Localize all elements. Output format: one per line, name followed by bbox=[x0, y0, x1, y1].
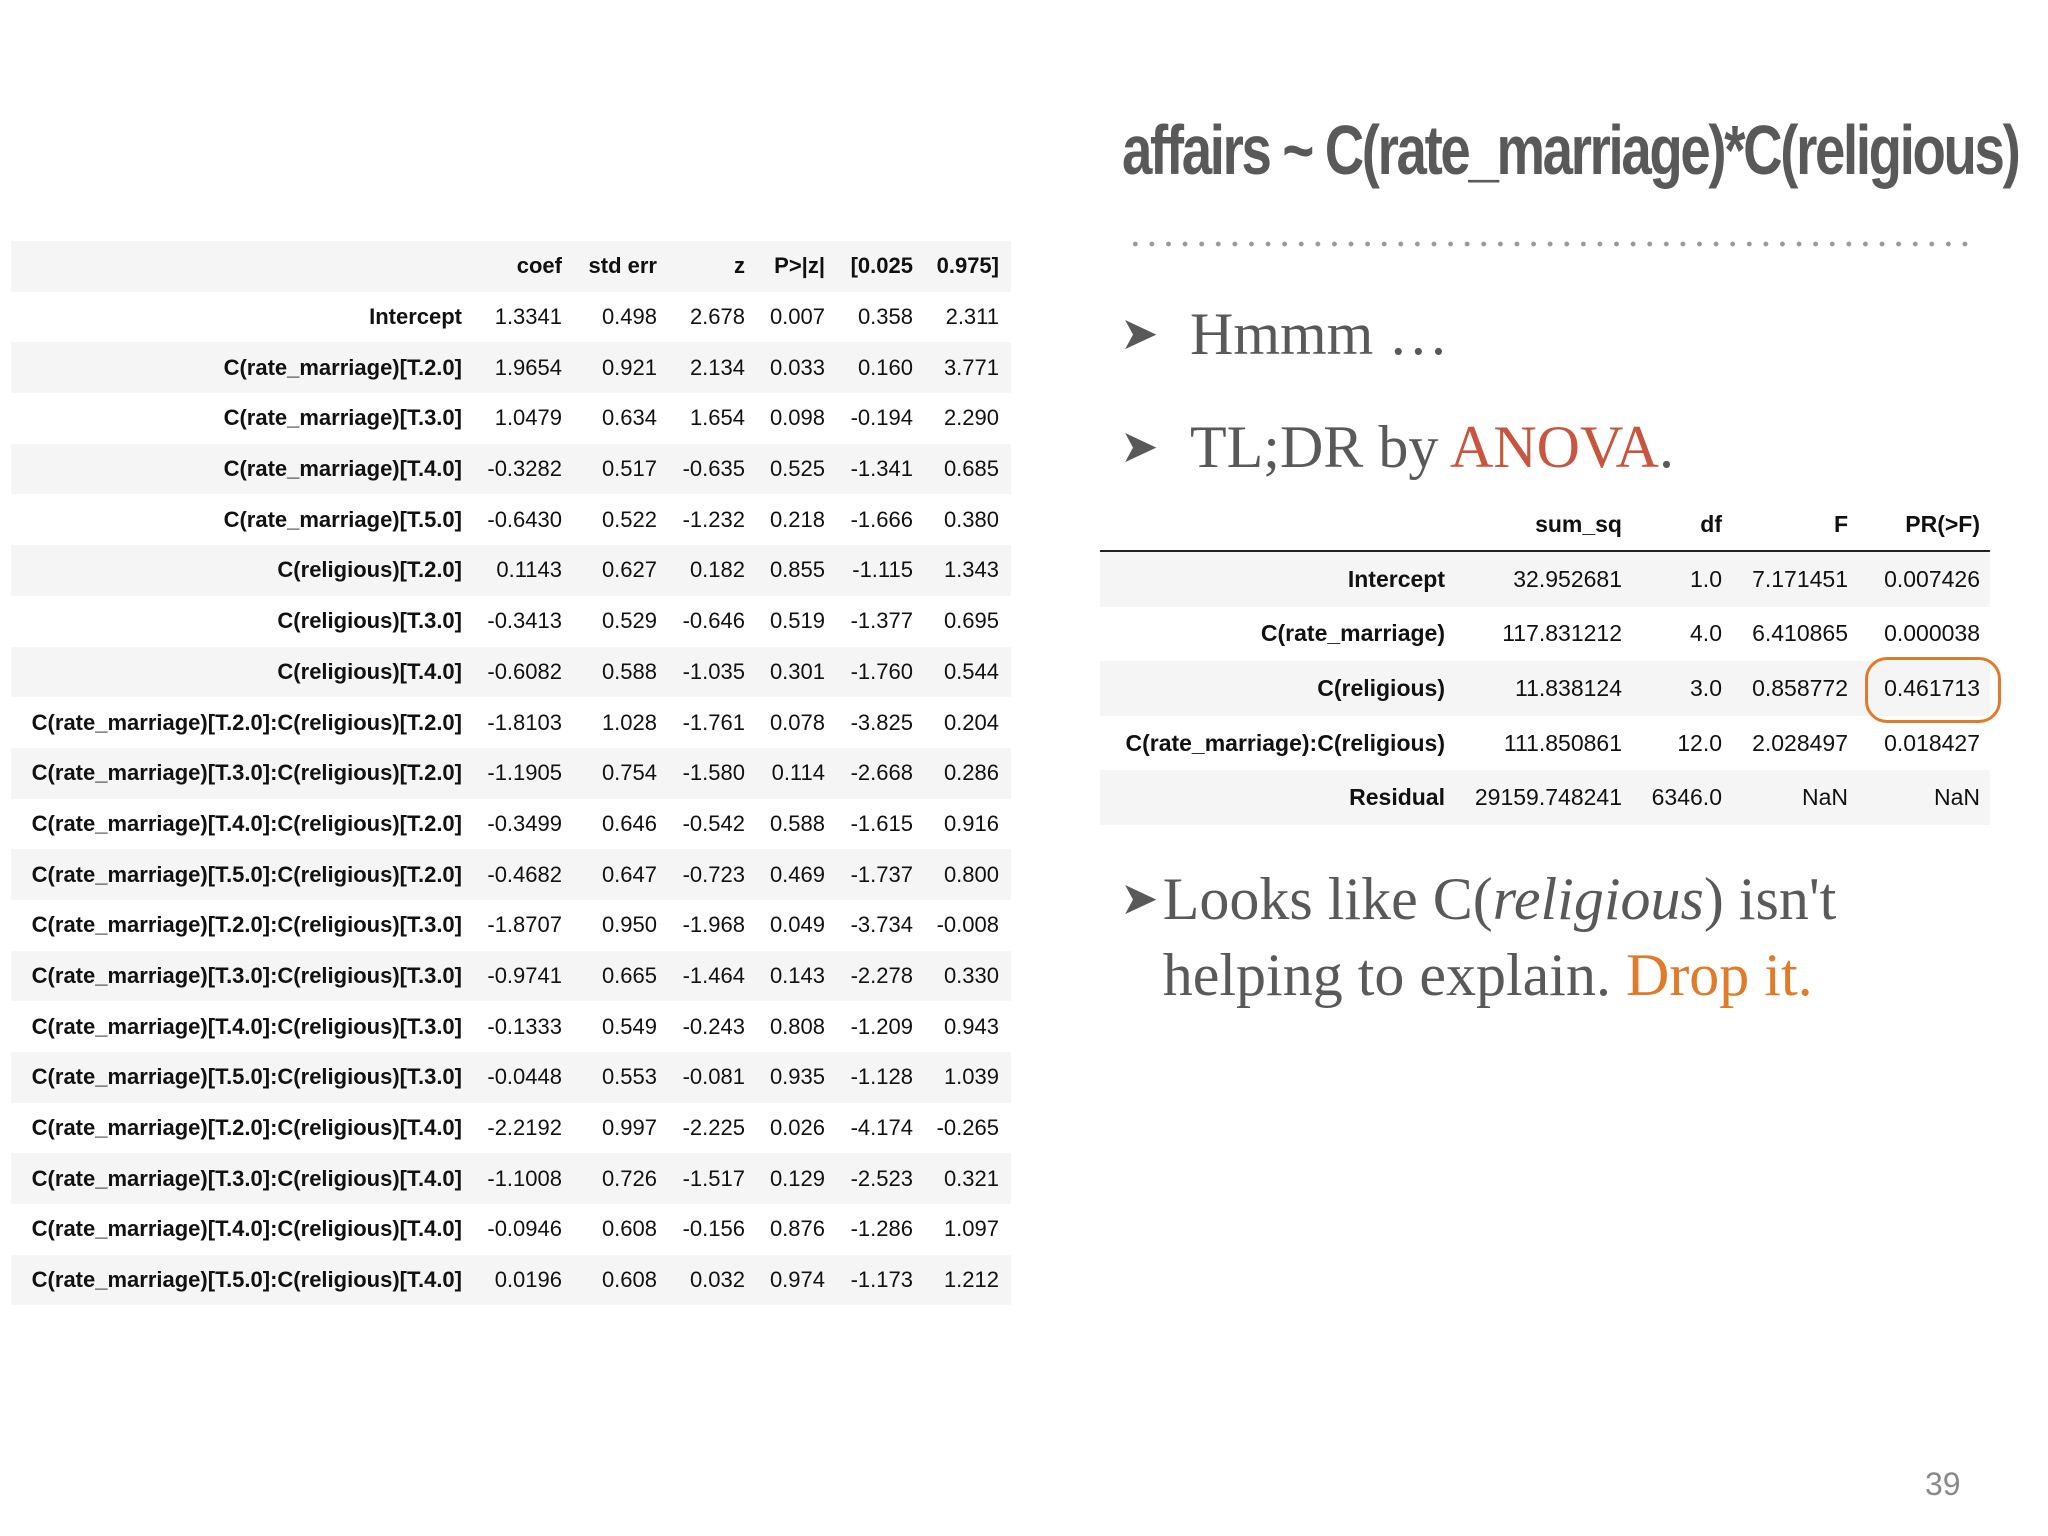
coef-cell-std-err: 0.754 bbox=[601, 760, 657, 786]
coef-cell-ci-high: 0.286 bbox=[943, 760, 999, 786]
arrow-bullet-icon: ➤ bbox=[1120, 421, 1159, 472]
bullet-hmmm bbox=[1120, 296, 1448, 372]
coef-cell-z: -0.723 bbox=[682, 861, 745, 887]
coef-cell-std-err: 0.646 bbox=[601, 810, 657, 836]
coef-cell-ci-high: 0.330 bbox=[943, 962, 999, 988]
coef-cell-p: 0.876 bbox=[769, 1216, 825, 1242]
coef-cell-ci-high: 1.039 bbox=[943, 1064, 999, 1090]
anova-cell-df: 4.0 bbox=[1690, 620, 1722, 647]
coef-cell-ci-low: -1.173 bbox=[850, 1267, 913, 1293]
table-row bbox=[11, 1103, 1011, 1154]
coef-header-p: P>|z| bbox=[774, 253, 825, 279]
coef-header-ci-low: [0.025 bbox=[850, 253, 913, 279]
anova-cell-label: Intercept bbox=[1347, 565, 1445, 592]
coef-cell-p: 0.974 bbox=[769, 1267, 825, 1293]
coef-cell-z: 0.182 bbox=[689, 557, 745, 583]
coef-cell-ci-low: -1.286 bbox=[850, 1216, 913, 1242]
coef-cell-z: -2.225 bbox=[682, 1115, 745, 1141]
coef-cell-ci-low: -1.341 bbox=[850, 456, 913, 482]
coef-cell-ci-low: -1.115 bbox=[852, 557, 913, 583]
table-row bbox=[11, 1001, 1011, 1052]
coef-cell-std-err: 0.529 bbox=[601, 608, 657, 634]
bullet-text bbox=[1163, 861, 1980, 1013]
coef-cell-label: C(rate_marriage)[T.2.0]:C(religious)[T.3.0] bbox=[31, 912, 462, 938]
coef-cell-ci-low: -1.128 bbox=[850, 1064, 913, 1090]
table-row bbox=[11, 292, 1011, 343]
table-row bbox=[11, 545, 1011, 596]
coef-cell-label: C(religious)[T.3.0] bbox=[277, 608, 462, 634]
anova-cell-f: 0.858772 bbox=[1752, 674, 1848, 701]
coef-cell-label: C(rate_marriage)[T.2.0]:C(religious)[T.2.0] bbox=[31, 709, 462, 735]
anova-cell-sum-sq: 11.838124 bbox=[1514, 674, 1622, 701]
anova-cell-df: 1.0 bbox=[1690, 565, 1722, 592]
table-row bbox=[11, 1153, 1011, 1204]
coef-cell-z: -1.232 bbox=[682, 506, 745, 532]
coef-cell-std-err: 0.921 bbox=[601, 354, 657, 380]
anova-header-sum-sq: sum_sq bbox=[1455, 498, 1632, 551]
coef-cell-p: 0.935 bbox=[769, 1064, 825, 1090]
coef-cell-std-err: 0.608 bbox=[601, 1216, 657, 1242]
coef-cell-p: 0.218 bbox=[769, 506, 825, 532]
coef-cell-z: -1.035 bbox=[682, 658, 745, 684]
anova-cell-label: C(religious) bbox=[1317, 674, 1445, 701]
coef-cell-z: -0.081 bbox=[682, 1064, 745, 1090]
coef-cell-p: 0.033 bbox=[769, 354, 825, 380]
coef-cell-ci-high: 0.685 bbox=[943, 456, 999, 482]
anova-cell-sum-sq: 117.831212 bbox=[1502, 620, 1622, 647]
coef-cell-z: -0.243 bbox=[682, 1013, 745, 1039]
highlighted-p-value: 0.461713 bbox=[1884, 674, 1980, 701]
coef-cell-p: 0.808 bbox=[769, 1013, 825, 1039]
coef-cell-std-err: 0.634 bbox=[601, 405, 657, 431]
coef-cell-ci-high: 0.544 bbox=[943, 658, 999, 684]
anova-cell-pr: 0.007426 bbox=[1884, 565, 1980, 592]
coef-cell-ci-high: 0.943 bbox=[943, 1013, 999, 1039]
coef-cell-ci-high: 0.204 bbox=[943, 709, 999, 735]
coef-cell-p: 0.129 bbox=[769, 1165, 825, 1191]
coef-cell-std-err: 0.498 bbox=[601, 304, 657, 330]
anova-cell-df: 3.0 bbox=[1690, 674, 1722, 701]
table-row bbox=[11, 444, 1011, 495]
coef-cell-ci-high: 1.343 bbox=[943, 557, 999, 583]
coef-cell-p: 0.049 bbox=[769, 912, 825, 938]
coef-cell-coef: -2.2192 bbox=[487, 1115, 562, 1141]
coef-cell-ci-high: -0.265 bbox=[936, 1115, 999, 1141]
bullet-text-before: TL;DR by bbox=[1190, 414, 1451, 480]
coef-cell-ci-low: -1.737 bbox=[850, 861, 913, 887]
slide-title: affairs ~ C(rate_marriage)*C(religious) bbox=[1122, 111, 2019, 189]
coef-header-ci-high: 0.975] bbox=[936, 253, 999, 279]
coef-cell-p: 0.143 bbox=[769, 962, 825, 988]
table-row bbox=[11, 1255, 1011, 1306]
coef-cell-coef: -0.0448 bbox=[487, 1064, 562, 1090]
coef-cell-label: C(rate_marriage)[T.5.0]:C(religious)[T.3.0] bbox=[31, 1064, 462, 1090]
bullet-text-italic: religious bbox=[1492, 866, 1704, 932]
bullet-text-after: . bbox=[1658, 414, 1674, 480]
coef-cell-z: 1.654 bbox=[689, 405, 745, 431]
table-row bbox=[11, 748, 1011, 799]
anova-header-df: df bbox=[1632, 498, 1732, 551]
coef-cell-coef: 0.0196 bbox=[494, 1267, 562, 1293]
bullet-text bbox=[1190, 409, 1674, 485]
coef-cell-z: -1.464 bbox=[682, 962, 745, 988]
coef-cell-p: 0.007 bbox=[769, 304, 825, 330]
anova-cell-sum-sq: 32.952681 bbox=[1513, 565, 1622, 592]
coef-cell-ci-high: 0.916 bbox=[943, 810, 999, 836]
coef-cell-std-err: 0.553 bbox=[601, 1064, 657, 1090]
coef-cell-coef: -1.8103 bbox=[487, 709, 562, 735]
coef-cell-label: C(rate_marriage)[T.4.0]:C(religious)[T.4.0] bbox=[31, 1216, 462, 1242]
coef-cell-std-err: 0.522 bbox=[601, 506, 657, 532]
table-row bbox=[11, 494, 1011, 545]
coef-cell-label: C(rate_marriage)[T.2.0] bbox=[223, 354, 462, 380]
anova-cell-f: NaN bbox=[1801, 784, 1848, 811]
coef-cell-z: 0.032 bbox=[689, 1267, 745, 1293]
coef-cell-coef: -1.8707 bbox=[487, 912, 562, 938]
coef-cell-p: 0.588 bbox=[769, 810, 825, 836]
coef-cell-z: 2.678 bbox=[689, 304, 745, 330]
table-row bbox=[11, 951, 1011, 1002]
table-row bbox=[11, 596, 1011, 647]
coef-cell-std-err: 0.608 bbox=[601, 1267, 657, 1293]
coef-cell-ci-low: -1.209 bbox=[850, 1013, 913, 1039]
table-row bbox=[11, 900, 1011, 951]
coef-cell-std-err: 0.588 bbox=[601, 658, 657, 684]
table-row bbox=[11, 697, 1011, 748]
coef-cell-p: 0.519 bbox=[769, 608, 825, 634]
coef-cell-label: C(rate_marriage)[T.4.0]:C(religious)[T.3.0] bbox=[31, 1013, 462, 1039]
bullet-text-mid: ) isn't helping to explain. bbox=[1162, 866, 1837, 1008]
table-row bbox=[1100, 770, 1990, 825]
coef-cell-p: 0.078 bbox=[769, 709, 825, 735]
coef-cell-coef: -0.6082 bbox=[487, 658, 562, 684]
coef-cell-z: -0.635 bbox=[682, 456, 745, 482]
dotted-divider bbox=[1127, 240, 1977, 248]
coef-cell-ci-low: -2.668 bbox=[850, 760, 913, 786]
coef-header-coef: coef bbox=[516, 253, 562, 279]
anova-cell-df: 6346.0 bbox=[1651, 784, 1722, 811]
anova-cell-label: Residual bbox=[1349, 784, 1445, 811]
page-number: 39 bbox=[1925, 1466, 1961, 1502]
coef-cell-label: C(rate_marriage)[T.3.0]:C(religious)[T.3.0] bbox=[31, 962, 462, 988]
coef-cell-std-err: 1.028 bbox=[601, 709, 657, 735]
anova-header-pr: PR(>F) bbox=[1858, 498, 1990, 551]
coef-cell-ci-low: -4.174 bbox=[850, 1115, 913, 1141]
coef-cell-coef: -0.1333 bbox=[487, 1013, 562, 1039]
coef-cell-ci-low: -2.523 bbox=[850, 1165, 913, 1191]
coef-cell-ci-high: 2.290 bbox=[943, 405, 999, 431]
coef-cell-p: 0.098 bbox=[769, 405, 825, 431]
coef-cell-ci-low: 0.358 bbox=[857, 304, 913, 330]
table-row bbox=[11, 799, 1011, 850]
anova-cell-pr: NaN bbox=[1933, 784, 1980, 811]
coef-cell-std-err: 0.627 bbox=[601, 557, 657, 583]
coef-cell-label: C(rate_marriage)[T.4.0]:C(religious)[T.2.0] bbox=[31, 810, 462, 836]
coef-cell-z: 2.134 bbox=[689, 354, 745, 380]
coef-cell-coef: 0.1143 bbox=[496, 557, 562, 583]
coef-cell-ci-low: -3.825 bbox=[850, 709, 913, 735]
coef-cell-std-err: 0.647 bbox=[601, 861, 657, 887]
anova-table bbox=[1100, 498, 1990, 825]
coef-table-header-row bbox=[11, 241, 1011, 292]
coef-cell-coef: 1.3341 bbox=[494, 304, 562, 330]
anova-cell-label: C(rate_marriage) bbox=[1260, 620, 1445, 647]
table-row bbox=[11, 342, 1011, 393]
coef-cell-ci-high: 0.380 bbox=[943, 506, 999, 532]
table-row bbox=[1100, 551, 1990, 607]
arrow-bullet-icon: ➤ bbox=[1120, 873, 1159, 924]
coef-cell-std-err: 0.517 bbox=[601, 456, 657, 482]
coef-cell-label: Intercept bbox=[369, 304, 462, 330]
anova-cell-df: 12.0 bbox=[1677, 729, 1722, 756]
anova-cell-f: 6.410865 bbox=[1752, 620, 1848, 647]
anova-cell-label: C(rate_marriage):C(religious) bbox=[1125, 729, 1445, 756]
coef-cell-label: C(rate_marriage)[T.5.0]:C(religious)[T.4.0] bbox=[31, 1267, 462, 1293]
coef-cell-coef: -0.4682 bbox=[487, 861, 562, 887]
coef-cell-ci-high: 1.097 bbox=[943, 1216, 999, 1242]
coef-cell-label: C(rate_marriage)[T.3.0] bbox=[223, 405, 462, 431]
coef-cell-p: 0.026 bbox=[769, 1115, 825, 1141]
coef-cell-coef: -1.1905 bbox=[487, 760, 562, 786]
bullet-highlight-anova: ANOVA bbox=[1450, 414, 1659, 480]
coef-cell-coef: -0.3413 bbox=[487, 608, 562, 634]
coef-cell-label: C(rate_marriage)[T.2.0]:C(religious)[T.4.0] bbox=[31, 1115, 462, 1141]
coef-cell-p: 0.301 bbox=[769, 658, 825, 684]
coef-cell-label: C(rate_marriage)[T.4.0] bbox=[223, 456, 462, 482]
anova-cell-sum-sq: 29159.748241 bbox=[1474, 784, 1622, 811]
anova-header-f: F bbox=[1732, 498, 1858, 551]
coef-cell-ci-low: -2.278 bbox=[850, 962, 913, 988]
coef-cell-z: -1.580 bbox=[682, 760, 745, 786]
coef-cell-p: 0.855 bbox=[769, 557, 825, 583]
coef-cell-ci-low: -3.734 bbox=[850, 912, 913, 938]
highlight-circle bbox=[1865, 657, 2001, 723]
table-row bbox=[1100, 716, 1990, 771]
coef-cell-ci-high: 0.321 bbox=[943, 1165, 999, 1191]
coef-cell-ci-low: -1.615 bbox=[850, 810, 913, 836]
anova-header-label bbox=[1100, 498, 1455, 551]
coef-cell-coef: -0.9741 bbox=[487, 962, 562, 988]
bullet-tldr bbox=[1120, 409, 1674, 485]
anova-cell-f: 2.028497 bbox=[1752, 729, 1848, 756]
coef-cell-label: C(religious)[T.2.0] bbox=[277, 557, 462, 583]
table-row bbox=[1100, 661, 1990, 716]
coef-cell-coef: -0.3499 bbox=[487, 810, 562, 836]
coef-cell-ci-high: 0.695 bbox=[943, 608, 999, 634]
coef-cell-z: -1.968 bbox=[682, 912, 745, 938]
anova-header-row bbox=[1100, 498, 1990, 551]
coefficient-table bbox=[11, 241, 1011, 1305]
coef-cell-label: C(rate_marriage)[T.5.0] bbox=[223, 506, 462, 532]
coef-cell-p: 0.525 bbox=[769, 456, 825, 482]
anova-cell-pr: 0.018427 bbox=[1884, 729, 1980, 756]
coef-cell-z: -0.156 bbox=[682, 1216, 745, 1242]
coef-cell-ci-low: -1.666 bbox=[850, 506, 913, 532]
coef-cell-z: -1.517 bbox=[682, 1165, 745, 1191]
coef-cell-coef: 1.9654 bbox=[494, 354, 562, 380]
coef-cell-label: C(rate_marriage)[T.3.0]:C(religious)[T.4.0] bbox=[31, 1165, 462, 1191]
anova-cell-f: 7.171451 bbox=[1752, 565, 1848, 592]
coef-cell-coef: -1.1008 bbox=[487, 1165, 562, 1191]
bullet-highlight-drop-it: Drop it. bbox=[1625, 942, 1813, 1008]
coef-cell-ci-high: 1.212 bbox=[943, 1267, 999, 1293]
coef-cell-ci-high: -0.008 bbox=[936, 912, 999, 938]
coef-cell-ci-high: 3.771 bbox=[943, 354, 999, 380]
anova-cell-pr: 0.000038 bbox=[1884, 620, 1980, 647]
coef-cell-coef: -0.6430 bbox=[487, 506, 562, 532]
bullet-conclusion bbox=[1120, 861, 1980, 1013]
coef-cell-z: -1.761 bbox=[682, 709, 745, 735]
anova-cell-pr bbox=[1858, 661, 1990, 716]
coef-cell-std-err: 0.665 bbox=[601, 962, 657, 988]
arrow-bullet-icon: ➤ bbox=[1120, 308, 1159, 359]
coef-cell-label: C(rate_marriage)[T.3.0]:C(religious)[T.2.0] bbox=[31, 760, 462, 786]
coef-cell-ci-low: -1.377 bbox=[850, 608, 913, 634]
coef-cell-std-err: 0.997 bbox=[601, 1115, 657, 1141]
anova-cell-sum-sq: 111.850861 bbox=[1503, 729, 1622, 756]
coef-header-z: z bbox=[734, 253, 745, 279]
coef-cell-p: 0.114 bbox=[771, 760, 825, 786]
coef-header-label bbox=[11, 241, 474, 292]
coef-cell-label: C(rate_marriage)[T.5.0]:C(religious)[T.2.0] bbox=[31, 861, 462, 887]
coef-cell-std-err: 0.726 bbox=[601, 1165, 657, 1191]
table-row bbox=[11, 849, 1011, 900]
coef-cell-std-err: 0.549 bbox=[601, 1013, 657, 1039]
bullet-text: Hmmm … bbox=[1190, 301, 1449, 367]
coef-cell-ci-low: -1.760 bbox=[850, 658, 913, 684]
coef-cell-z: -0.646 bbox=[682, 608, 745, 634]
table-row bbox=[11, 393, 1011, 444]
coef-cell-ci-low: -0.194 bbox=[850, 405, 913, 431]
coef-cell-p: 0.469 bbox=[769, 861, 825, 887]
table-row bbox=[11, 1052, 1011, 1103]
coef-cell-coef: -0.0946 bbox=[487, 1216, 562, 1242]
coef-cell-ci-high: 2.311 bbox=[945, 304, 999, 330]
table-row bbox=[11, 1204, 1011, 1255]
table-row bbox=[11, 647, 1011, 698]
coef-cell-z: -0.542 bbox=[682, 810, 745, 836]
coef-cell-ci-low: 0.160 bbox=[857, 354, 913, 380]
coef-cell-coef: -0.3282 bbox=[487, 456, 562, 482]
coef-cell-coef: 1.0479 bbox=[494, 405, 562, 431]
coef-cell-ci-high: 0.800 bbox=[943, 861, 999, 887]
table-row bbox=[1100, 607, 1990, 662]
bullet-text-before: Looks like C( bbox=[1162, 866, 1493, 932]
coef-cell-std-err: 0.950 bbox=[601, 912, 657, 938]
coef-header-std-err: std err bbox=[588, 253, 657, 279]
coef-cell-label: C(religious)[T.4.0] bbox=[277, 658, 462, 684]
